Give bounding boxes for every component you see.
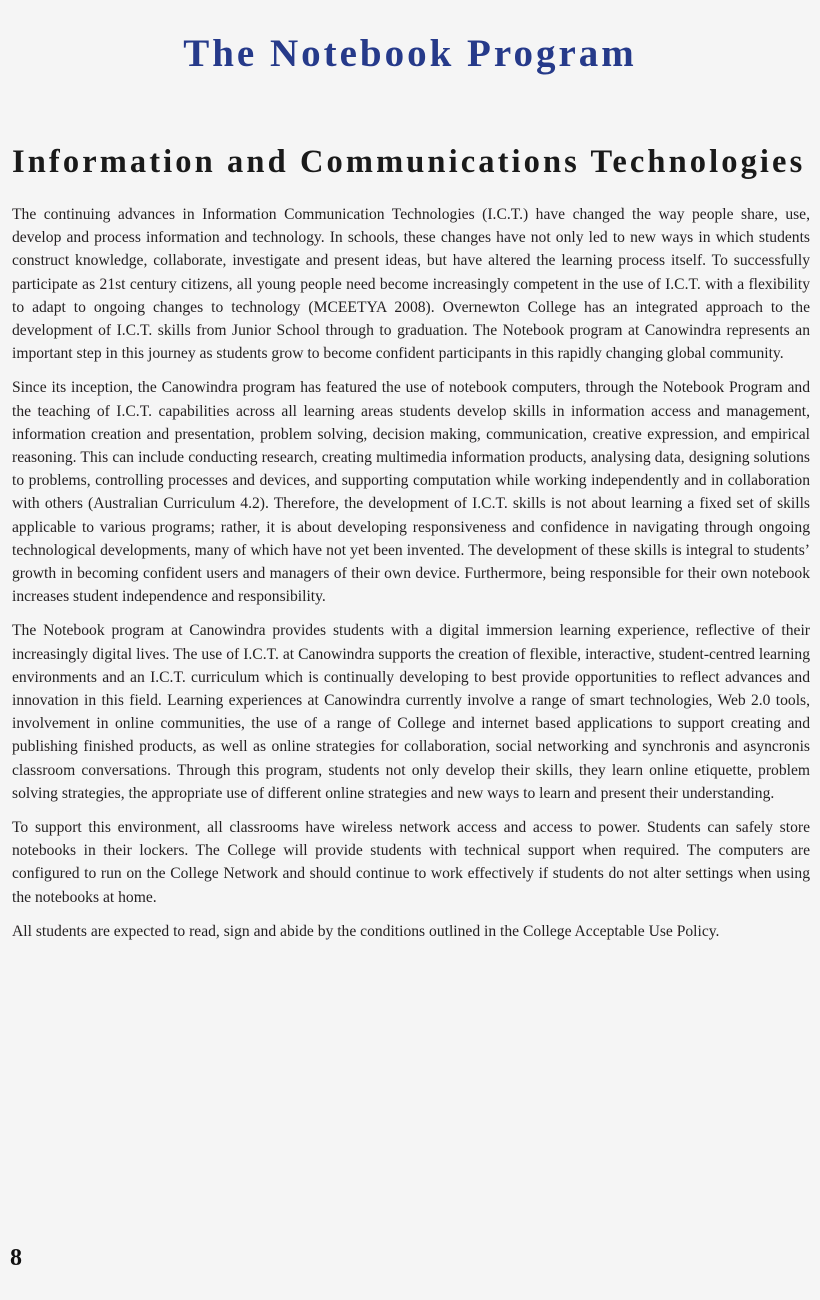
section-heading: Information and Communications Technologies: [12, 144, 806, 180]
paragraph-3: The Notebook program at Canowindra provides students with a digital immersion learning experience, reflective of their increasingly digital lives. The use of I.C.T. at Canowindra supports the creation of flexible, interactive, student-centred learning environments and an I.C.T. curriculum which is continually developing to best provide opportunities to reflect advances and innovation in this field. Learning experiences at Canowindra currently involve a range of smart technologies, Web 2.0 tools, involvement in online communities, the use of a range of College and internet based applications to support creating and publishing finished products, as well as online strategies for collaboration, social networking and synchronis and asyncronis classroom conversations. Through this program, students not only develop their skills, they learn online etiquette, problem solving strategies, the appropriate use of different online strategies and new ways to learn and present their understanding.: [12, 622, 810, 802]
paragraph-2: Since its inception, the Canowindra program has featured the use of notebook computers, through the Notebook Program and the teaching of I.C.T. capabilities across all learning areas students develop skills in information access and management, information creation and presentation, problem solving, decision making, communication, creative expression, and empirical reasoning. This can include conducting research, creating multimedia information products, analysing data, designing solutions to problems, controlling processes and devices, and supporting computation while working independently and in collaboration with others (Australian Curriculum 4.2). Therefore, the development of I.C.T. skills is not about learning a fixed set of skills applicable to various programs; rather, it is about developing responsiveness and confidence in navigating through ongoing technological developments, many of which have not yet been invented. The development of these skills is integral to students’ growth in becoming confident users and managers of their own device. Furthermore, being responsible for their own notebook increases student independence and responsibility.: [12, 379, 810, 606]
page-number: 8: [10, 1245, 22, 1271]
paragraph-5: All students are expected to read, sign and abide by the conditions outlined in the College Acceptable Use Policy.: [12, 922, 720, 940]
paragraph-4: To support this environment, all classrooms have wireless network access and access to power. Students can safely store notebooks in their lockers. The College will provide students with technical support when required. The computers are configured to run on the College Network and should continue to work effectively if students do not alter settings when using the notebooks at home.: [12, 819, 810, 906]
page-title: The Notebook Program: [183, 32, 637, 75]
paragraph-1: The continuing advances in Information Communication Technologies (I.C.T.) have changed the way people share, use, develop and process information and technology. In schools, these changes have not only led to new ways in which students construct knowledge, collaborate, investigate and present ideas, but have altered the learning process itself. To successfully participate as 21st century citizens, all young people need become increasingly competent in the use of I.C.T. with a flexibility to adapt to ongoing changes to technology (MCEETYA 2008). Overnewton College has an integrated approach to the development of I.C.T. skills from Junior School through to graduation. The Notebook program at Canowindra represents an important step in this journey as students grow to become confident participants in this rapidly changing global community.: [12, 206, 810, 363]
body-text: [12, 203, 810, 954]
